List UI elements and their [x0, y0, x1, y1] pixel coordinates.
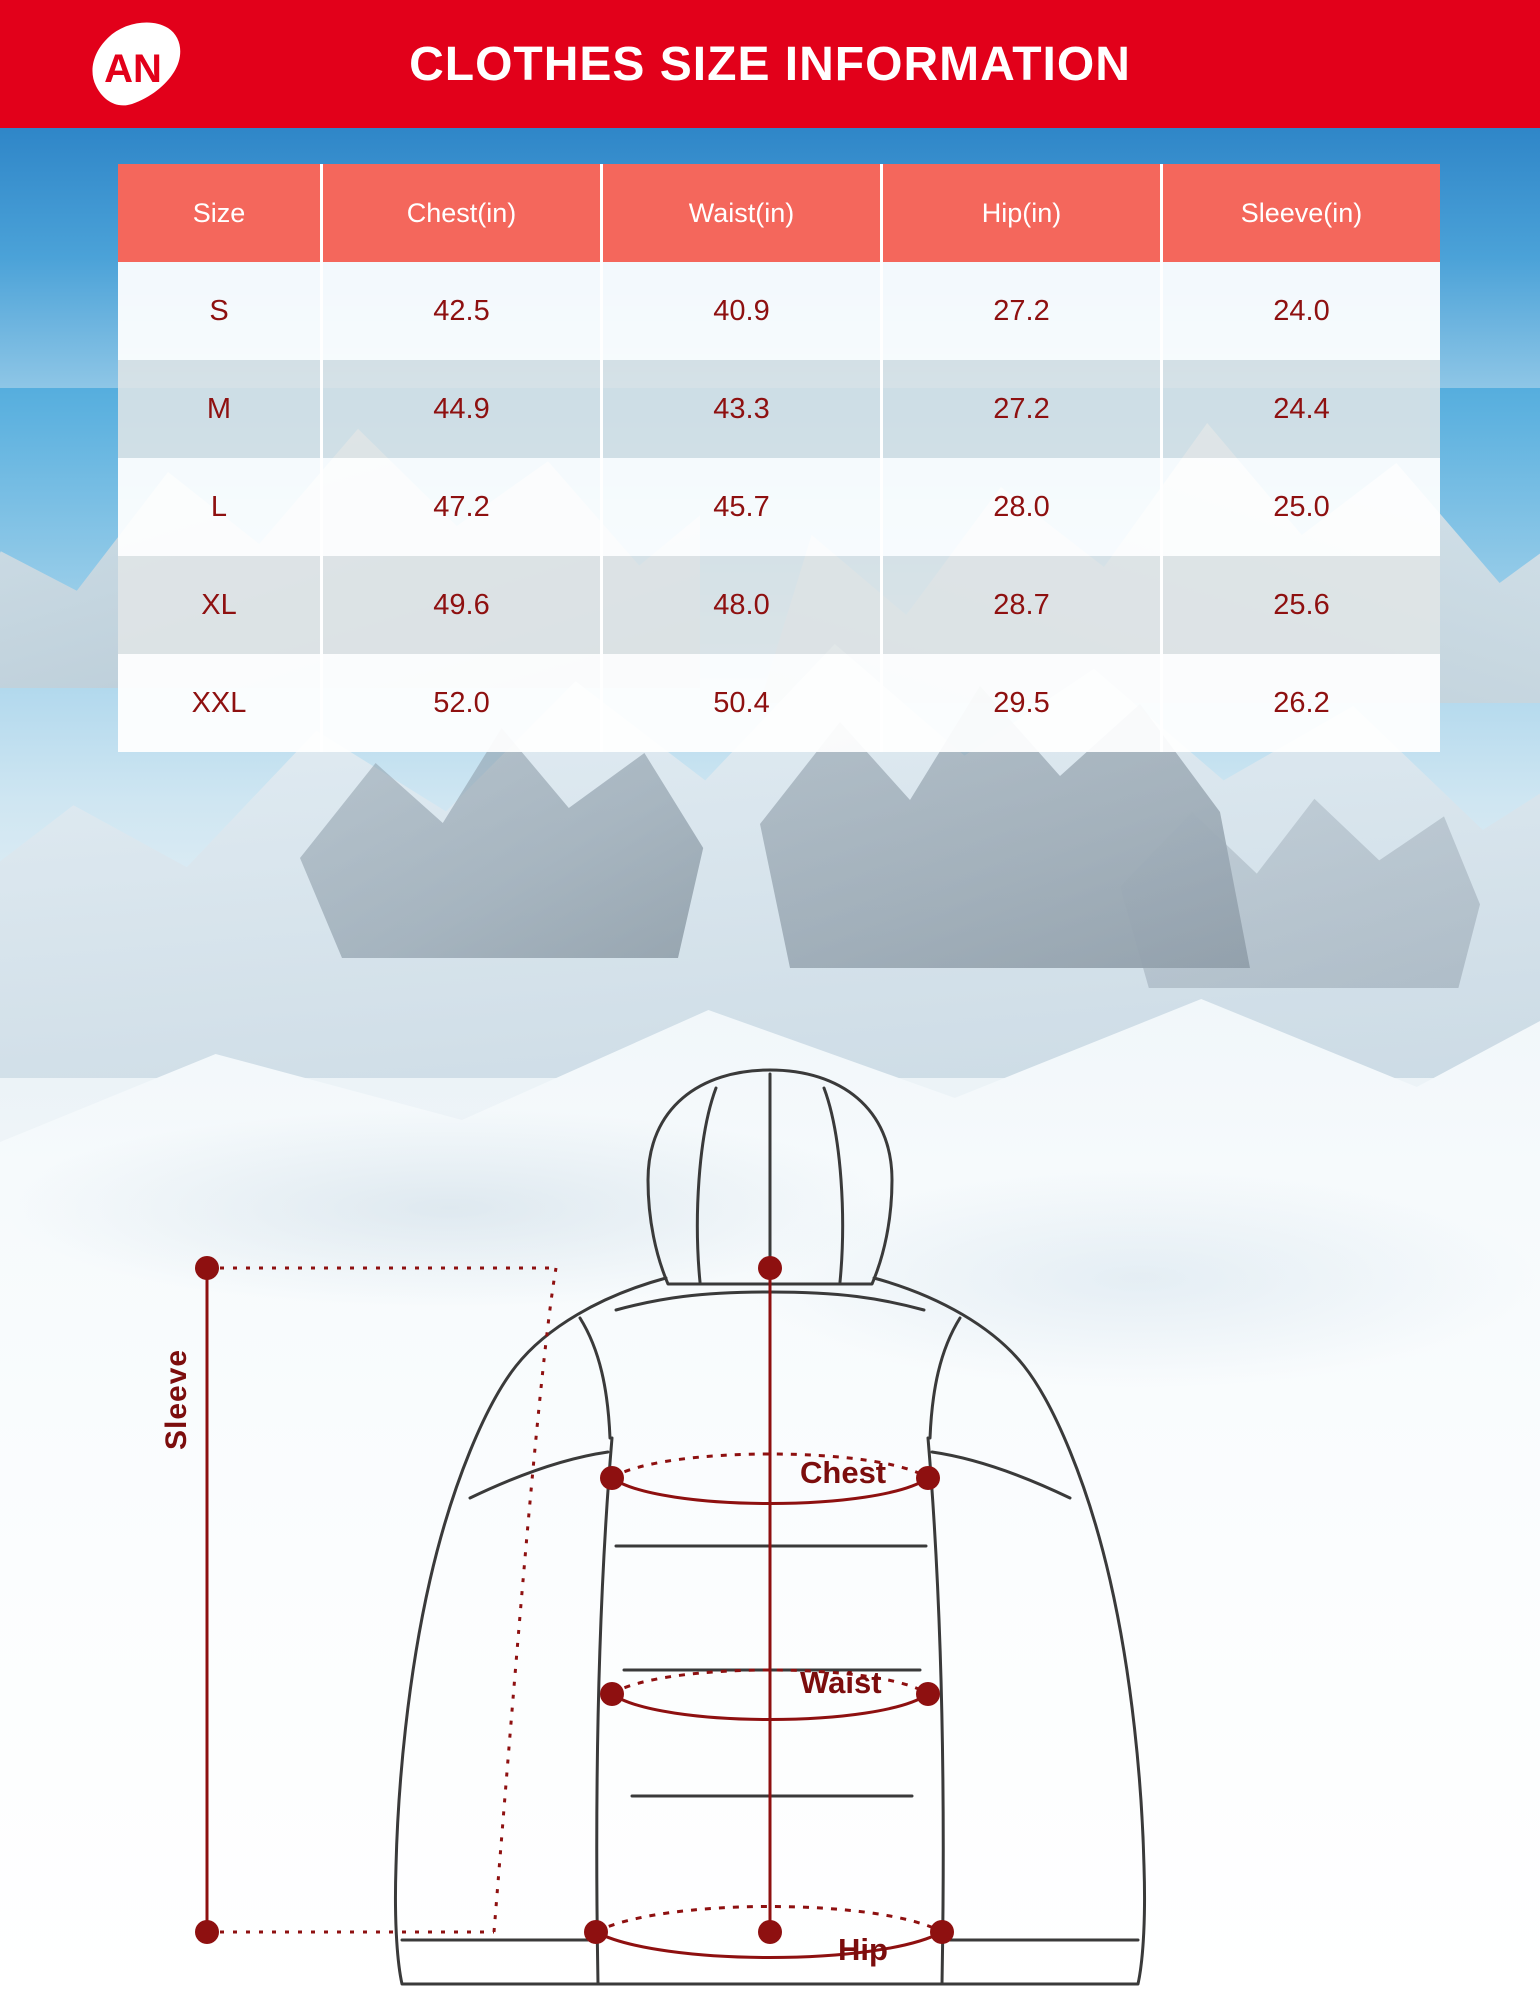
jacket-diagram	[0, 1060, 1540, 2000]
cell-size: M	[118, 360, 322, 458]
table-row	[118, 654, 1440, 752]
cell-waist: 48.0	[602, 556, 882, 654]
cell-size: S	[118, 262, 322, 360]
cell-sleeve: 24.4	[1162, 360, 1441, 458]
point-hip-center	[758, 1920, 782, 1944]
waist-measure-label: Waist	[800, 1665, 882, 1700]
cell-hip: 28.7	[882, 556, 1162, 654]
cell-size: XXL	[118, 654, 322, 752]
chest-measure-label: Chest	[800, 1455, 887, 1490]
cell-hip: 29.5	[882, 654, 1162, 752]
point-chest-left	[600, 1466, 624, 1490]
cell-chest: 49.6	[322, 556, 602, 654]
point-collar	[758, 1256, 782, 1280]
column-header-sleeve: Sleeve(in)	[1162, 164, 1441, 262]
point-waist-right	[916, 1682, 940, 1706]
size-table	[118, 164, 1440, 752]
cell-chest: 44.9	[322, 360, 602, 458]
point-sleeve-bottom	[195, 1920, 219, 1944]
table-row	[118, 458, 1440, 556]
cell-sleeve: 26.2	[1162, 654, 1441, 752]
table-row	[118, 262, 1440, 360]
cell-chest: 47.2	[322, 458, 602, 556]
point-sleeve-top	[195, 1256, 219, 1280]
brand-logo-icon	[78, 16, 188, 114]
table-row	[118, 556, 1440, 654]
table-row	[118, 360, 1440, 458]
cell-waist: 43.3	[602, 360, 882, 458]
cell-chest: 52.0	[322, 654, 602, 752]
table-header-row	[118, 164, 1440, 262]
column-header-chest: Chest(in)	[322, 164, 602, 262]
cell-hip: 27.2	[882, 262, 1162, 360]
cell-size: XL	[118, 556, 322, 654]
size-table-container	[118, 164, 1418, 752]
cell-waist: 45.7	[602, 458, 882, 556]
column-header-hip: Hip(in)	[882, 164, 1162, 262]
point-hip-left	[584, 1920, 608, 1944]
cell-sleeve: 25.6	[1162, 556, 1441, 654]
sleeve-measure-label: Sleeve	[160, 1348, 193, 1450]
cell-waist: 40.9	[602, 262, 882, 360]
point-waist-left	[600, 1682, 624, 1706]
cell-chest: 42.5	[322, 262, 602, 360]
column-header-size: Size	[118, 164, 322, 262]
cell-sleeve: 24.0	[1162, 262, 1441, 360]
cell-size: L	[118, 458, 322, 556]
column-header-waist: Waist(in)	[602, 164, 882, 262]
cell-sleeve: 25.0	[1162, 458, 1441, 556]
cell-hip: 28.0	[882, 458, 1162, 556]
point-chest-right	[916, 1466, 940, 1490]
cell-waist: 50.4	[602, 654, 882, 752]
header-bar	[0, 0, 1540, 128]
hip-measure-label: Hip	[838, 1932, 888, 1967]
point-hip-right	[930, 1920, 954, 1944]
cell-hip: 27.2	[882, 360, 1162, 458]
svg-text:AN: AN	[104, 47, 162, 91]
page-title: CLOTHES SIZE INFORMATION	[409, 37, 1131, 91]
